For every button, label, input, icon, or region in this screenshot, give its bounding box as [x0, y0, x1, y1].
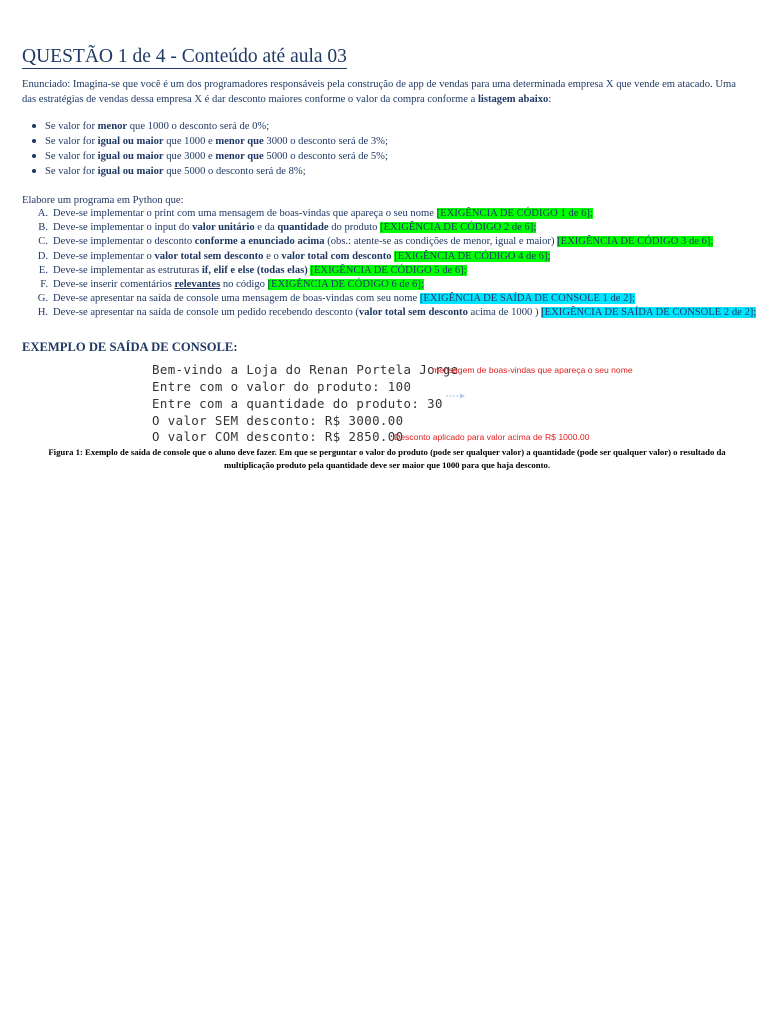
requirement-bold: valor total sem desconto — [358, 307, 468, 319]
requirement-letter: A. — [37, 208, 48, 219]
console-line-quantity: Entre com a quantidade do produto: 30 — [152, 396, 443, 411]
example-heading: EXEMPLO DE SAÍDA DE CONSOLE: — [22, 340, 238, 354]
requirement-bold: valor total sem desconto — [154, 250, 264, 262]
requirement-bold: if, elif e else (todas elas) — [201, 264, 308, 276]
bullet-icon — [32, 154, 36, 158]
discount-rules-list — [22, 119, 388, 179]
requirement-bold: quantidade — [277, 222, 329, 234]
requirement-tag: [EXIGÊNCIA DE CÓDIGO 6 de 6]; — [267, 279, 424, 291]
bullet-text: que 1000 o desconto será de 0%; — [127, 121, 270, 132]
requirement-text: e da — [254, 222, 278, 234]
bullet-bold: igual ou maior — [97, 136, 164, 147]
requirements-list — [22, 207, 756, 321]
requirement-text: no código — [220, 279, 268, 291]
requirement-letter: H. — [37, 307, 48, 319]
bullet-text: Se valor for — [45, 136, 98, 147]
bullet-bold: menor que — [215, 136, 264, 147]
requirement-text: Deve-se implementar o desconto — [53, 236, 195, 248]
bullet-text: 3000 o desconto será de 3%; — [263, 136, 388, 147]
requirement-g — [22, 292, 756, 306]
requirement-text: Deve-se implementar o — [53, 250, 155, 262]
enunciado-text-1: Imagina-se que você é um dos programadores responsáveis pela construção de app de vendas para uma determinada empresa X que vende em atacado. Uma das estratégias de vendas dessa empresa X é dar desconto maiores conforme o valor da compra conforme a — [22, 79, 736, 105]
requirement-text: Deve-se apresentar na saída de console um pedido recebendo desconto ( — [53, 307, 359, 319]
bullet-text: que 1000 e — [163, 136, 216, 147]
requirement-bold: valor unitário — [192, 222, 255, 234]
requirement-tag: [EXIGÊNCIA DE SAÍDA DE CONSOLE 1 de 2]; — [419, 293, 635, 305]
requirement-e — [22, 264, 756, 278]
requirement-d — [22, 250, 756, 264]
enunciado-bold: listagem abaixo — [477, 94, 549, 105]
requirement-b — [22, 221, 756, 235]
requirement-text: Deve-se inserir comentários — [53, 279, 175, 291]
requirement-tag: [EXIGÊNCIA DE SAÍDA DE CONSOLE 2 de 2]; — [541, 307, 757, 319]
console-line-total-no-discount: O valor SEM desconto: R$ 3000.00 — [152, 413, 404, 428]
requirement-c — [22, 235, 756, 249]
bullet-text: que 5000 o desconto será de 8%; — [163, 166, 306, 177]
bullet-text: Se valor for — [45, 121, 98, 132]
list-item — [22, 164, 388, 179]
requirement-f — [22, 278, 756, 292]
requirement-letter: F. — [40, 279, 48, 291]
requirement-letter: B. — [38, 222, 48, 234]
requirement-tag: [EXIGÊNCIA DE CÓDIGO 2 de 6]; — [380, 222, 537, 234]
requirement-tag: [EXIGÊNCIA DE CÓDIGO 1 de 6]; — [436, 208, 593, 219]
bullet-bold: menor — [97, 121, 128, 132]
bullet-icon — [32, 169, 36, 173]
requirement-text: (obs.: atente-se as condições de menor, igual e maior) — [324, 236, 558, 248]
bullet-text: 5000 o desconto será de 5%; — [263, 151, 388, 162]
requirement-tag: [EXIGÊNCIA DE CÓDIGO 5 de 6]; — [310, 264, 467, 276]
note-welcome: mensagem de boas-vindas que apareça o seu nome — [432, 365, 633, 375]
requirement-text: e o — [263, 250, 282, 262]
enunciado-text-2: : — [548, 94, 552, 105]
requirement-text: acima de 1000 ) — [467, 307, 542, 319]
requirement-bold: conforme a enunciado acima — [194, 236, 325, 248]
arrow-icon — [446, 393, 466, 399]
requirement-letter: D. — [37, 250, 48, 262]
bullet-text: Se valor for — [45, 151, 98, 162]
bullet-text: Se valor for — [45, 166, 98, 177]
bullet-bold: igual ou maior — [97, 166, 164, 177]
requirement-a — [22, 207, 756, 221]
bullet-bold: igual ou maior — [97, 151, 164, 162]
bullet-text: que 3000 e — [163, 151, 216, 162]
enunciado-label: Enunciado: — [22, 79, 71, 90]
requirement-tag: [EXIGÊNCIA DE CÓDIGO 3 de 6]; — [557, 236, 714, 248]
figure-caption: Figura 1: Exemplo de saída de console que o aluno deve fazer. Em que se perguntar o valor do produto (pode ser qualquer valor) a quantidade (pode ser qualquer valor) o resultado da multiplicação produto pela quantidade deve ser maior que 1000 para que haja desconto. — [48, 447, 726, 470]
note-discount: Desconto aplicado para valor acima de R$ 1000.00 — [394, 432, 590, 442]
requirement-letter: G. — [37, 293, 48, 305]
requirement-bold: valor total com desconto — [281, 250, 392, 262]
list-item — [22, 119, 388, 134]
requirement-tag: [EXIGÊNCIA DE CÓDIGO 4 de 6]; — [394, 250, 551, 262]
list-item — [22, 149, 388, 164]
requirement-bold: relevantes — [174, 279, 221, 291]
requirement-text: Deve-se implementar o print com uma mensagem de boas-vindas que apareça o seu nome — [53, 208, 437, 219]
requirement-letter: E. — [38, 264, 48, 276]
enunciado-paragraph — [22, 77, 746, 107]
console-line-total-discount: O valor COM desconto: R$ 2850.00 — [152, 429, 404, 444]
console-line-price: Entre com o valor do produto: 100 — [152, 379, 412, 394]
list-item — [22, 134, 388, 149]
requirements-intro: Elabore um programa em Python que: — [22, 195, 184, 206]
console-example-image — [152, 362, 633, 444]
requirement-text: Deve-se implementar o input do — [53, 222, 193, 234]
bullet-bold: menor que — [215, 151, 264, 162]
requirement-letter: C. — [38, 236, 48, 248]
bullet-icon — [32, 124, 36, 128]
requirement-text: Deve-se apresentar na saída de console uma mensagem de boas-vindas com seu nome — [53, 293, 420, 305]
requirement-text: do produto — [328, 222, 381, 234]
requirement-h — [22, 306, 756, 320]
page-title: QUESTÃO 1 de 4 - Conteúdo até aula 03 — [22, 46, 347, 67]
console-line-welcome: Bem-vindo a Loja do Renan Portela Jorge — [152, 362, 459, 377]
bullet-icon — [32, 139, 36, 143]
requirement-text: Deve-se implementar as estruturas — [53, 264, 202, 276]
